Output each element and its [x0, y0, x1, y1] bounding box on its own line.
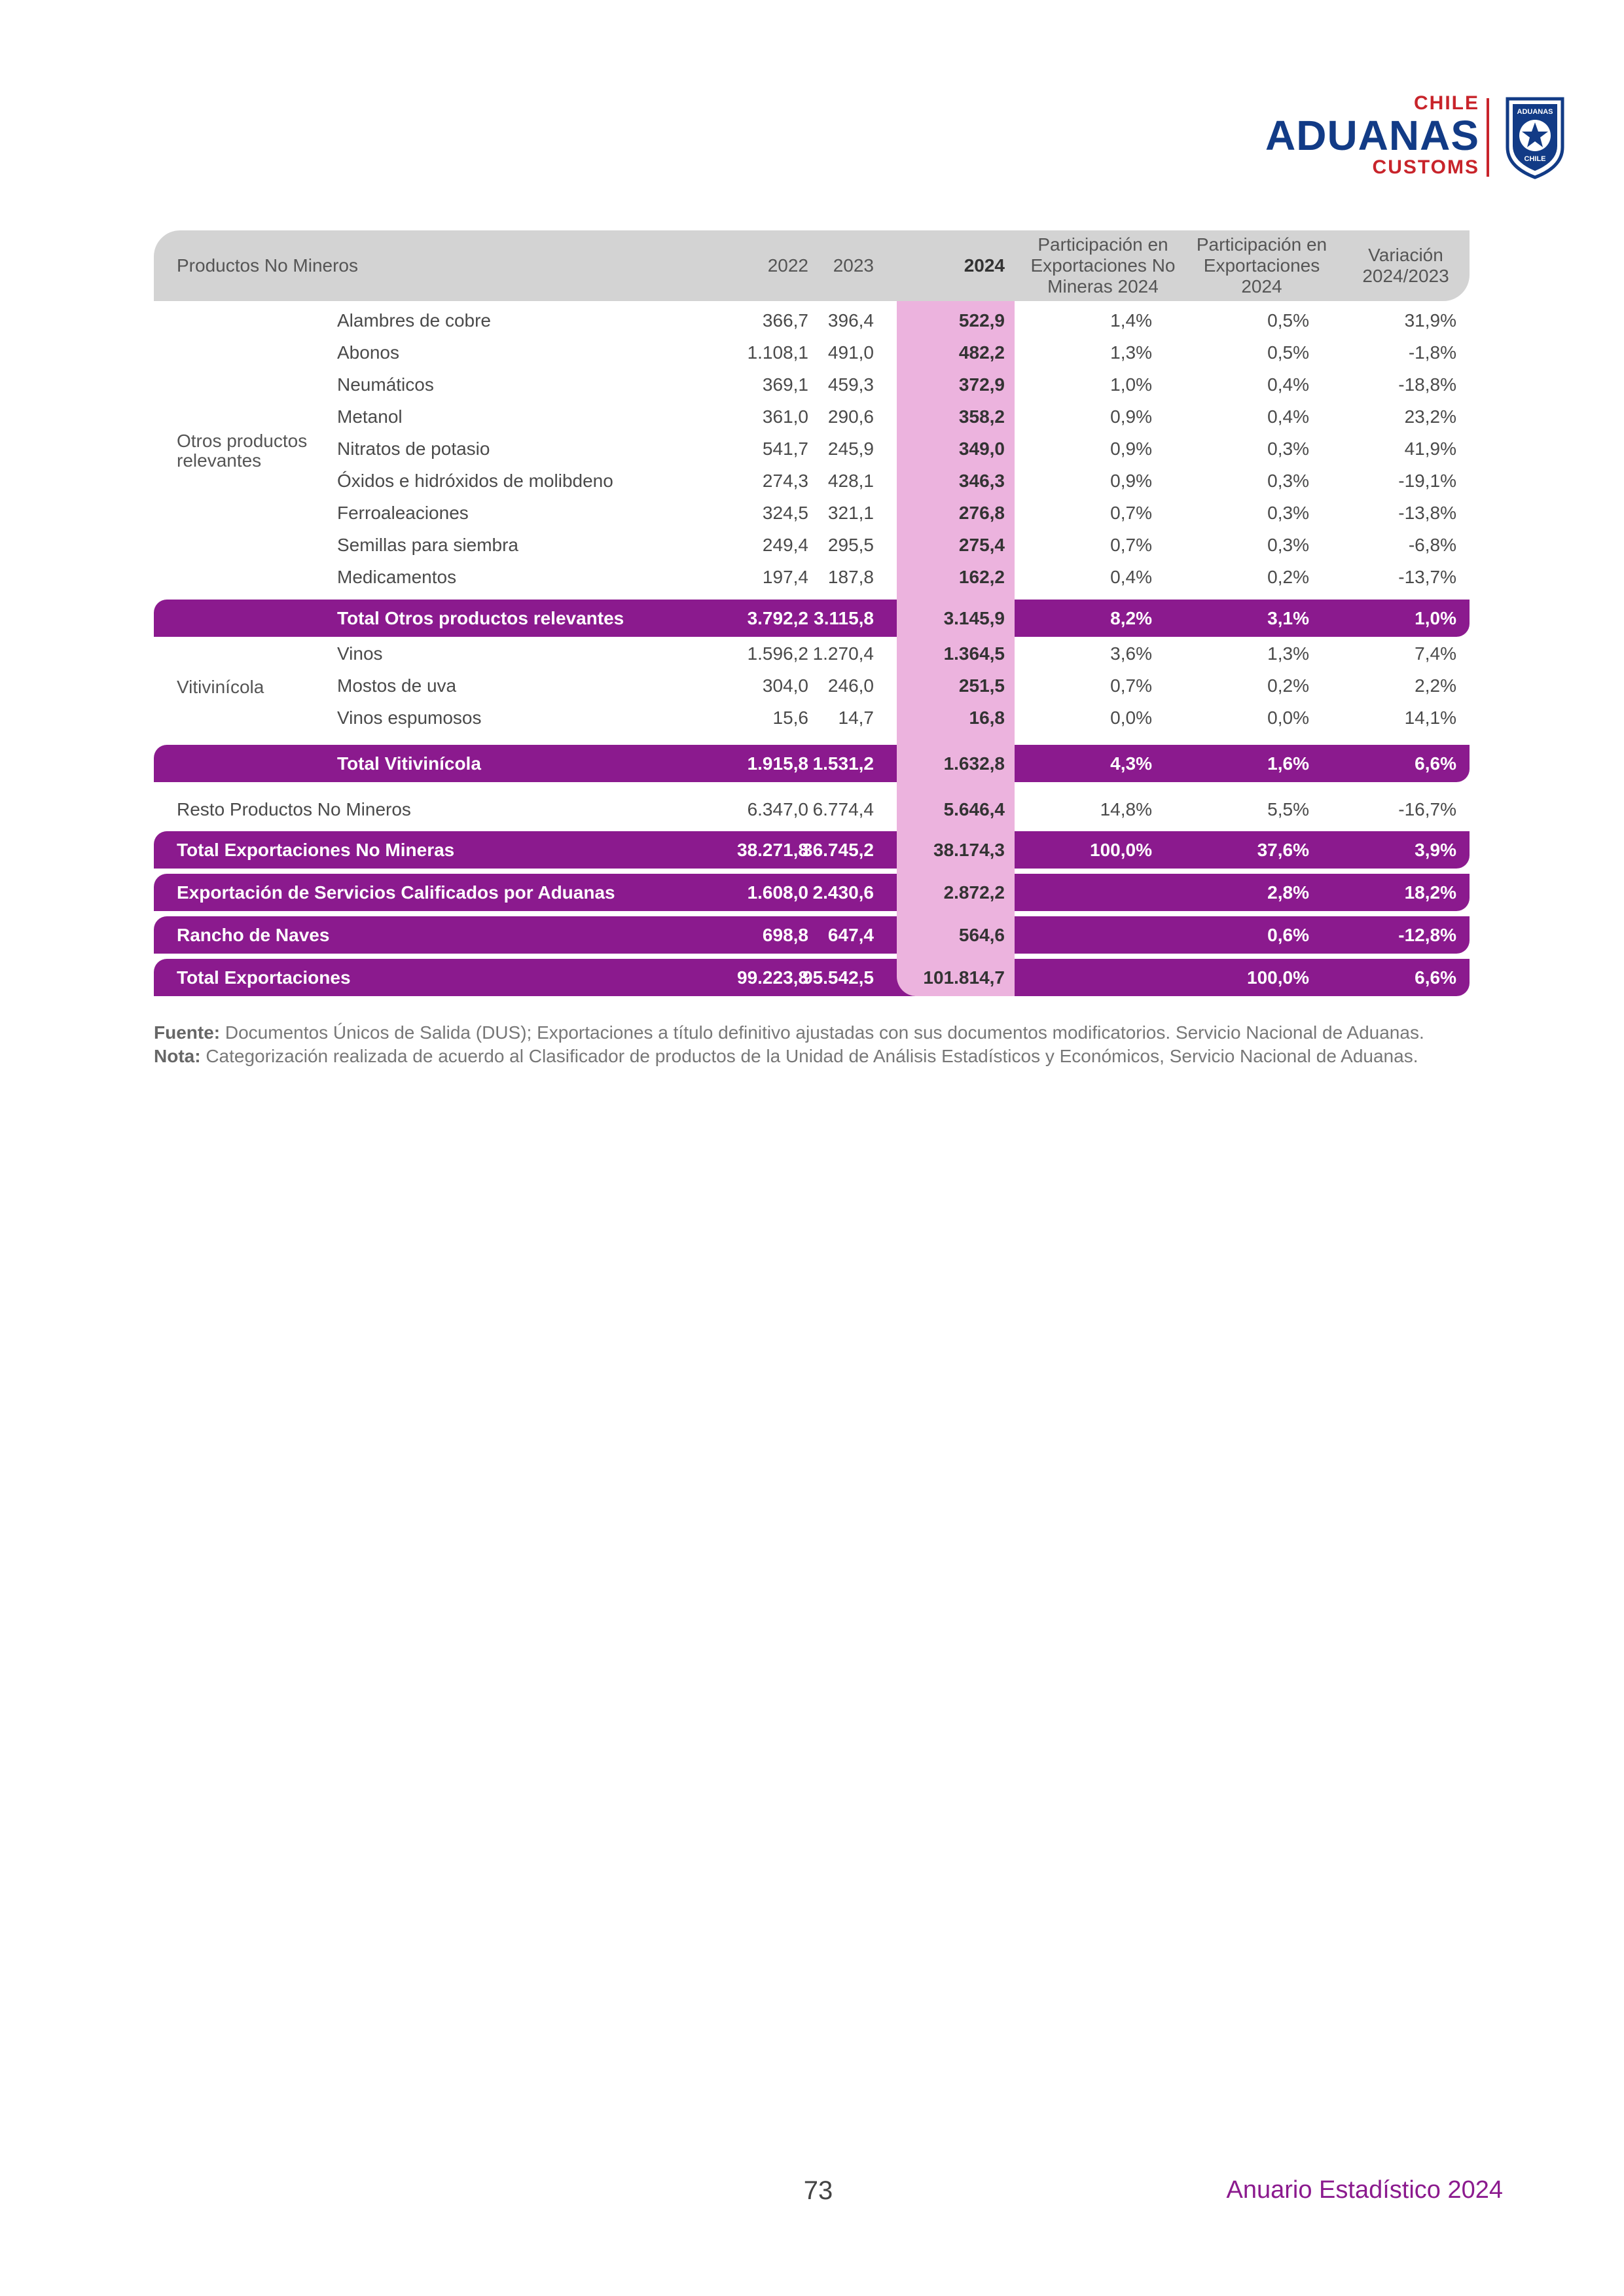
- row-2022: 369,1: [762, 374, 808, 395]
- header-variation: Variación 2024/2023: [1362, 245, 1449, 286]
- row-2024: 358,2: [958, 406, 1005, 427]
- row-name: Óxidos e hidróxidos de molibdeno: [337, 471, 613, 491]
- total-nm-2022: 38.271,8: [737, 840, 808, 860]
- row-2022: 15,6: [772, 708, 808, 728]
- row-2022: 274,3: [762, 471, 808, 491]
- total-vitivinicola-row: [154, 745, 1470, 782]
- fuente-line: [154, 1021, 1476, 1045]
- table-row: [154, 465, 1470, 497]
- header-share-total: Participación en Exportaciones 2024: [1196, 234, 1327, 296]
- row-2022: 249,4: [762, 535, 808, 555]
- total-exp-name: Total Exportaciones: [177, 967, 351, 988]
- table-row: [154, 336, 1470, 368]
- row-share-total: 0,3%: [1267, 503, 1309, 523]
- row-share-total: 0,5%: [1267, 310, 1309, 331]
- row-2023: 1.270,4: [812, 643, 874, 664]
- nota-line: [154, 1045, 1476, 1068]
- row-2023: 321,1: [827, 503, 874, 523]
- total-otros-2022: 3.792,2: [747, 608, 808, 628]
- row-2023: 428,1: [827, 471, 874, 491]
- row-2024: 275,4: [958, 535, 1005, 555]
- servicios-row: [154, 874, 1470, 911]
- row-2023: 459,3: [827, 374, 874, 395]
- total-nm-2023: 36.745,2: [803, 840, 874, 860]
- row-2023: 290,6: [827, 406, 874, 427]
- row-2024: 349,0: [958, 439, 1005, 459]
- row-2023: 14,7: [838, 708, 874, 728]
- total-vino-share-total: 1,6%: [1267, 753, 1309, 774]
- row-2023: 246,0: [827, 675, 874, 696]
- logo-customs: CUSTOMS: [1372, 156, 1479, 178]
- logo-divider: [1487, 98, 1489, 177]
- total-vino-2022: 1.915,8: [747, 753, 808, 774]
- servicios-2022: 1.608,0: [747, 882, 808, 903]
- group-label-otros: Otros productos relevantes: [177, 431, 308, 471]
- row-variation: 7,4%: [1415, 643, 1456, 664]
- row-2024: 251,5: [958, 675, 1005, 696]
- row-2024: 162,2: [958, 567, 1005, 587]
- row-name: Alambres de cobre: [337, 310, 492, 331]
- nota-text: Categorización realizada de acuerdo al Clasificador de productos de la Unidad de Análisis Estadísticos y Económicos, Servicio Nacional de Aduanas.: [200, 1046, 1418, 1066]
- total-nm-share-nm: 100,0%: [1090, 840, 1152, 860]
- total-otros-name: Total Otros productos relevantes: [337, 608, 624, 628]
- group-label-vitivinicola: Vitivinícola: [177, 677, 264, 697]
- row-share-total: 0,5%: [1267, 342, 1309, 363]
- row-share-total: 0,3%: [1267, 471, 1309, 491]
- row-share-nm: 0,4%: [1110, 567, 1152, 587]
- total-exp-2022: 99.223,8: [737, 967, 808, 988]
- row-2022: 541,7: [762, 439, 808, 459]
- resto-var: -16,7%: [1398, 799, 1456, 819]
- resto-name: Resto Productos No Mineros: [177, 799, 411, 819]
- row-share-total: 0,2%: [1267, 675, 1309, 696]
- row-2024: 16,8: [969, 708, 1005, 728]
- table-row: [154, 304, 1470, 336]
- total-exportaciones-row: [154, 959, 1470, 996]
- row-2024: 1.364,5: [943, 643, 1005, 664]
- total-exp-2024: 101.814,7: [923, 967, 1005, 988]
- row-2022: 1.108,1: [747, 342, 808, 363]
- page-number: 73: [803, 2176, 833, 2205]
- resto-share-total: 5,5%: [1267, 799, 1309, 819]
- table-row: [154, 670, 1470, 702]
- row-share-nm: 0,7%: [1110, 503, 1152, 523]
- row-variation: -1,8%: [1408, 342, 1456, 363]
- row-2024: 482,2: [958, 342, 1005, 363]
- row-share-nm: 1,4%: [1110, 310, 1152, 331]
- aduanas-logo: [1231, 92, 1568, 183]
- row-name: Ferroaleaciones: [337, 503, 469, 523]
- footer-title: Anuario Estadístico 2024: [1226, 2176, 1503, 2204]
- row-share-total: 0,4%: [1267, 374, 1309, 395]
- source-notes: [154, 1021, 1476, 1068]
- resto-share-nm: 14,8%: [1100, 799, 1152, 819]
- header-2022: 2022: [767, 255, 808, 276]
- row-share-nm: 1,0%: [1110, 374, 1152, 395]
- row-variation: -19,1%: [1398, 471, 1456, 491]
- total-otros-share-nm: 8,2%: [1110, 608, 1152, 628]
- badge-bottom-text: CHILE: [1524, 155, 1546, 163]
- row-name: Mostos de uva: [337, 675, 457, 696]
- row-2024: 522,9: [958, 310, 1005, 331]
- total-nm-2024: 38.174,3: [933, 840, 1005, 860]
- row-share-total: 0,3%: [1267, 535, 1309, 555]
- table-row: [154, 401, 1470, 433]
- row-variation: 31,9%: [1404, 310, 1456, 331]
- total-no-mineras-row: [154, 831, 1470, 869]
- resto-2023: 6.774,4: [812, 799, 874, 819]
- row-name: Vinos espumosos: [337, 708, 482, 728]
- table-row: [154, 433, 1470, 465]
- servicios-2023: 2.430,6: [812, 882, 874, 903]
- row-variation: 2,2%: [1415, 675, 1456, 696]
- row-2023: 245,9: [827, 439, 874, 459]
- row-name: Neumáticos: [337, 374, 434, 395]
- row-share-total: 0,2%: [1267, 567, 1309, 587]
- row-share-nm: 0,7%: [1110, 675, 1152, 696]
- total-vino-share-nm: 4,3%: [1110, 753, 1152, 774]
- servicios-name: Exportación de Servicios Calificados por Aduanas: [177, 882, 615, 903]
- fuente-text: Documentos Únicos de Salida (DUS); Exportaciones a título definitivo ajustadas con sus documentos modificatorios. Servicio Nacional de Aduanas.: [220, 1022, 1424, 1043]
- total-otros-share-total: 3,1%: [1267, 608, 1309, 628]
- table-row: [154, 702, 1470, 734]
- rancho-var: -12,8%: [1398, 925, 1456, 945]
- total-nm-name: Total Exportaciones No Mineras: [177, 840, 455, 860]
- rancho-2024: 564,6: [958, 925, 1005, 945]
- row-share-nm: 0,9%: [1110, 471, 1152, 491]
- badge-top-text: ADUANAS: [1517, 108, 1553, 116]
- rancho-2023: 647,4: [827, 925, 874, 945]
- rancho-2022: 698,8: [762, 925, 808, 945]
- row-name: Metanol: [337, 406, 403, 427]
- row-share-total: 0,4%: [1267, 406, 1309, 427]
- total-vino-var: 6,6%: [1415, 753, 1456, 774]
- nota-label: Nota:: [154, 1046, 201, 1066]
- row-2022: 324,5: [762, 503, 808, 523]
- logo-chile: CHILE: [1414, 92, 1479, 114]
- header-product: Productos No Mineros: [177, 255, 359, 276]
- row-2024: 372,9: [958, 374, 1005, 395]
- row-share-nm: 0,9%: [1110, 439, 1152, 459]
- row-2023: 187,8: [827, 567, 874, 587]
- servicios-var: 18,2%: [1404, 882, 1456, 903]
- exports-table: [154, 230, 1470, 999]
- header-2024: 2024: [964, 255, 1005, 276]
- row-share-total: 0,3%: [1267, 439, 1309, 459]
- resto-2022: 6.347,0: [747, 799, 808, 819]
- total-vino-2023: 1.531,2: [812, 753, 874, 774]
- row-name: Semillas para siembra: [337, 535, 518, 555]
- servicios-share-total: 2,8%: [1267, 882, 1309, 903]
- row-name: Vinos: [337, 643, 383, 664]
- servicios-2024: 2.872,2: [943, 882, 1005, 903]
- shield-badge-icon: [1502, 95, 1568, 180]
- row-2023: 491,0: [827, 342, 874, 363]
- row-name: Abonos: [337, 342, 399, 363]
- table-row: [154, 529, 1470, 561]
- table-row: [154, 497, 1470, 529]
- row-2022: 304,0: [762, 675, 808, 696]
- rancho-share-total: 0,6%: [1267, 925, 1309, 945]
- row-variation: -6,8%: [1408, 535, 1456, 555]
- row-2023: 396,4: [827, 310, 874, 331]
- row-2022: 361,0: [762, 406, 808, 427]
- total-otros-2024: 3.145,9: [943, 608, 1005, 628]
- resto-2024: 5.646,4: [943, 799, 1005, 819]
- total-exp-2023: 95.542,5: [803, 967, 874, 988]
- row-name: Nitratos de potasio: [337, 439, 490, 459]
- total-exp-share-total: 100,0%: [1247, 967, 1309, 988]
- total-nm-share-total: 37,6%: [1257, 840, 1309, 860]
- row-2022: 1.596,2: [747, 643, 808, 664]
- row-variation: 14,1%: [1404, 708, 1456, 728]
- row-variation: -13,8%: [1398, 503, 1456, 523]
- total-vino-name: Total Vitivinícola: [337, 753, 481, 774]
- total-otros-var: 1,0%: [1415, 608, 1456, 628]
- row-2022: 366,7: [762, 310, 808, 331]
- total-otros-2023: 3.115,8: [814, 608, 874, 628]
- row-share-nm: 0,0%: [1110, 708, 1152, 728]
- row-name: Medicamentos: [337, 567, 457, 587]
- table-row: [154, 368, 1470, 401]
- row-share-nm: 0,7%: [1110, 535, 1152, 555]
- row-2023: 295,5: [827, 535, 874, 555]
- total-otros-row: [154, 600, 1470, 637]
- resto-row: [154, 793, 1470, 825]
- total-exp-var: 6,6%: [1415, 967, 1456, 988]
- header-2023: 2023: [833, 255, 874, 276]
- total-nm-var: 3,9%: [1415, 840, 1456, 860]
- row-variation: -13,7%: [1398, 567, 1456, 587]
- row-variation: 23,2%: [1404, 406, 1456, 427]
- row-2022: 197,4: [762, 567, 808, 587]
- table-row: [154, 637, 1470, 670]
- row-share-nm: 1,3%: [1110, 342, 1152, 363]
- row-share-nm: 0,9%: [1110, 406, 1152, 427]
- row-share-total: 1,3%: [1267, 643, 1309, 664]
- logo-aduanas: ADUANAS: [1265, 112, 1479, 159]
- fuente-label: Fuente:: [154, 1022, 221, 1043]
- row-variation: -18,8%: [1398, 374, 1456, 395]
- row-2024: 346,3: [958, 471, 1005, 491]
- row-2024: 276,8: [958, 503, 1005, 523]
- rancho-name: Rancho de Naves: [177, 925, 330, 945]
- header-share-no-mineras: Participación en Exportaciones No Mineras 2024: [1030, 234, 1176, 296]
- table-row: [154, 561, 1470, 593]
- row-variation: 41,9%: [1404, 439, 1456, 459]
- rancho-row: [154, 916, 1470, 954]
- row-share-total: 0,0%: [1267, 708, 1309, 728]
- row-share-nm: 3,6%: [1110, 643, 1152, 664]
- total-vino-2024: 1.632,8: [943, 753, 1005, 774]
